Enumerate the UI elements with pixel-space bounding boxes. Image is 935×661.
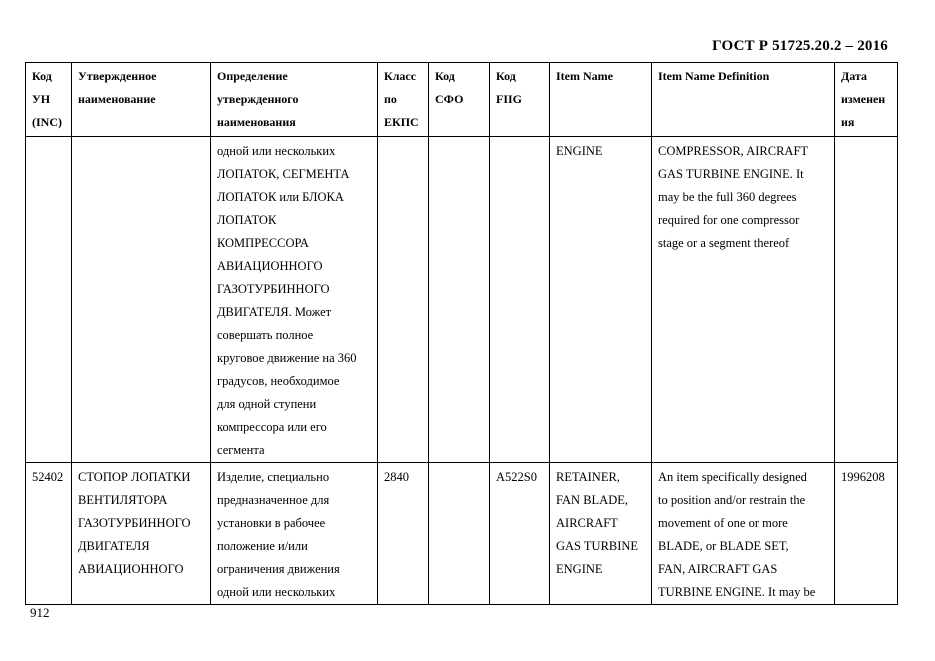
header-item-name-definition (652, 63, 835, 137)
cell-text-line: to position and/or restrain the (658, 493, 806, 507)
cell-text-line: FAN, AIRCRAFT GAS (658, 562, 778, 576)
cell-text-line: УН (32, 92, 51, 106)
cell-text-line: АВИАЦИОННОГО (217, 259, 323, 273)
cell-text-line: AIRCRAFT (556, 516, 618, 530)
cell-text-line: Код (435, 69, 455, 83)
header-name-definition (211, 63, 378, 137)
cell-name-definition (211, 463, 378, 605)
cell-change-date (835, 137, 898, 463)
header-item-name (550, 63, 652, 137)
cell-text-line: СТОПОР ЛОПАТКИ (78, 470, 191, 484)
cell-text-line: Код (496, 69, 516, 83)
cell-fiig-code (490, 463, 550, 605)
cell-text-line: утвержденного (217, 92, 299, 106)
cell-text-line: An item specifically designed (658, 470, 807, 484)
cell-sfo-code (429, 463, 490, 605)
cell-text-line: (INC) (32, 115, 62, 129)
cell-text-line: одной или нескольких (217, 144, 336, 158)
cell-text-line: сегмента (217, 443, 265, 457)
cell-approved-name (72, 463, 211, 605)
cell-text-line: круговое движение на 360 (217, 351, 357, 365)
table-row (26, 137, 898, 463)
cell-text-line: ДВИГАТЕЛЯ. Может (217, 305, 332, 319)
header-inc-code (26, 63, 72, 137)
cell-text-line: совершать полное (217, 328, 314, 342)
cell-text-line: ЛОПАТОК (217, 213, 277, 227)
cell-text-line: 52402 (32, 470, 64, 484)
cell-text-line: FAN BLADE, (556, 493, 628, 507)
cell-ekps-class (378, 463, 429, 605)
cell-text-line: Дата (841, 69, 867, 83)
cell-text-line: required for one compressor (658, 213, 800, 227)
table-row (26, 463, 898, 605)
cell-text-line: GAS TURBINE ENGINE. It (658, 167, 804, 181)
cell-fiig-code (490, 137, 550, 463)
cell-text-line: ГАЗОТУРБИННОГО (78, 516, 191, 530)
cell-item-name-definition (652, 137, 835, 463)
cell-text-line: наименование (78, 92, 156, 106)
header-sfo-code (429, 63, 490, 137)
cell-text-line: ENGINE (556, 144, 603, 158)
cell-text-line: ENGINE (556, 562, 603, 576)
cell-text-line: градусов, необходимое (217, 374, 340, 388)
cell-text-line: ограничения движения (217, 562, 340, 576)
cell-text-line: одной или нескольких (217, 585, 336, 599)
cell-inc-code (26, 137, 72, 463)
cell-sfo-code (429, 137, 490, 463)
cell-text-line: Item Name (556, 69, 613, 83)
cell-text-line: предназначенное для (217, 493, 330, 507)
cell-text-line: may be the full 360 degrees (658, 190, 797, 204)
cell-text-line: КОМПРЕССОРА (217, 236, 309, 250)
cell-text-line: наименования (217, 115, 296, 129)
header-ekps-class (378, 63, 429, 137)
cell-text-line: изменен (841, 92, 886, 106)
cell-text-line: компрессора или его (217, 420, 327, 434)
cell-text-line: Определение (217, 69, 288, 83)
cell-text-line: stage or a segment thereof (658, 236, 790, 250)
cell-name-definition (211, 137, 378, 463)
cell-text-line: ДВИГАТЕЛЯ (78, 539, 150, 553)
cell-item-name-definition (652, 463, 835, 605)
cell-text-line: GAS TURBINE (556, 539, 639, 553)
header-fiig-code (490, 63, 550, 137)
cell-text-line: RETAINER, (556, 470, 620, 484)
cell-text-line: Утвержденное (78, 69, 157, 83)
cell-text-line: ЕКПС (384, 115, 419, 129)
cell-text-line: 1996208 (841, 470, 885, 484)
cell-text-line: ЛОПАТОК, СЕГМЕНТА (217, 167, 350, 181)
cell-text-line: COMPRESSOR, AIRCRAFT (658, 144, 809, 158)
cell-text-line: Изделие, специально (217, 470, 330, 484)
cell-text-line: BLADE, or BLADE SET, (658, 539, 789, 553)
cell-ekps-class (378, 137, 429, 463)
cell-inc-code (26, 463, 72, 605)
cell-text-line: FIIG (496, 92, 523, 106)
cell-text-line: TURBINE ENGINE. It may be (658, 585, 816, 599)
cell-text-line: ВЕНТИЛЯТОРА (78, 493, 168, 507)
document-standard-code: ГОСТ Р 51725.20.2 – 2016 (712, 38, 888, 54)
cell-text-line: Класс (384, 69, 417, 83)
page-number: 912 (30, 605, 50, 620)
cell-text-line: Item Name Definition (658, 69, 770, 83)
cell-approved-name (72, 137, 211, 463)
cell-text-line: установки в рабочее (217, 516, 326, 530)
table-header-row (26, 63, 898, 137)
cell-text-line: ЛОПАТОК или БЛОКА (217, 190, 344, 204)
cell-text-line: ГАЗОТУРБИННОГО (217, 282, 330, 296)
cell-text-line: ия (841, 115, 855, 129)
cell-change-date (835, 463, 898, 605)
cell-text-line: положение и/или (217, 539, 308, 553)
cell-text-line: для одной ступени (217, 397, 317, 411)
cell-text-line: movement of one or more (658, 516, 788, 530)
cell-text-line: АВИАЦИОННОГО (78, 562, 184, 576)
header-change-date (835, 63, 898, 137)
cell-text-line: СФО (435, 92, 464, 106)
cell-item-name (550, 463, 652, 605)
catalog-table (25, 62, 898, 605)
cell-text-line: 2840 (384, 470, 409, 484)
cell-item-name (550, 137, 652, 463)
header-approved-name (72, 63, 211, 137)
cell-text-line: A522S0 (496, 470, 537, 484)
cell-text-line: по (384, 92, 397, 106)
cell-text-line: Код (32, 69, 52, 83)
